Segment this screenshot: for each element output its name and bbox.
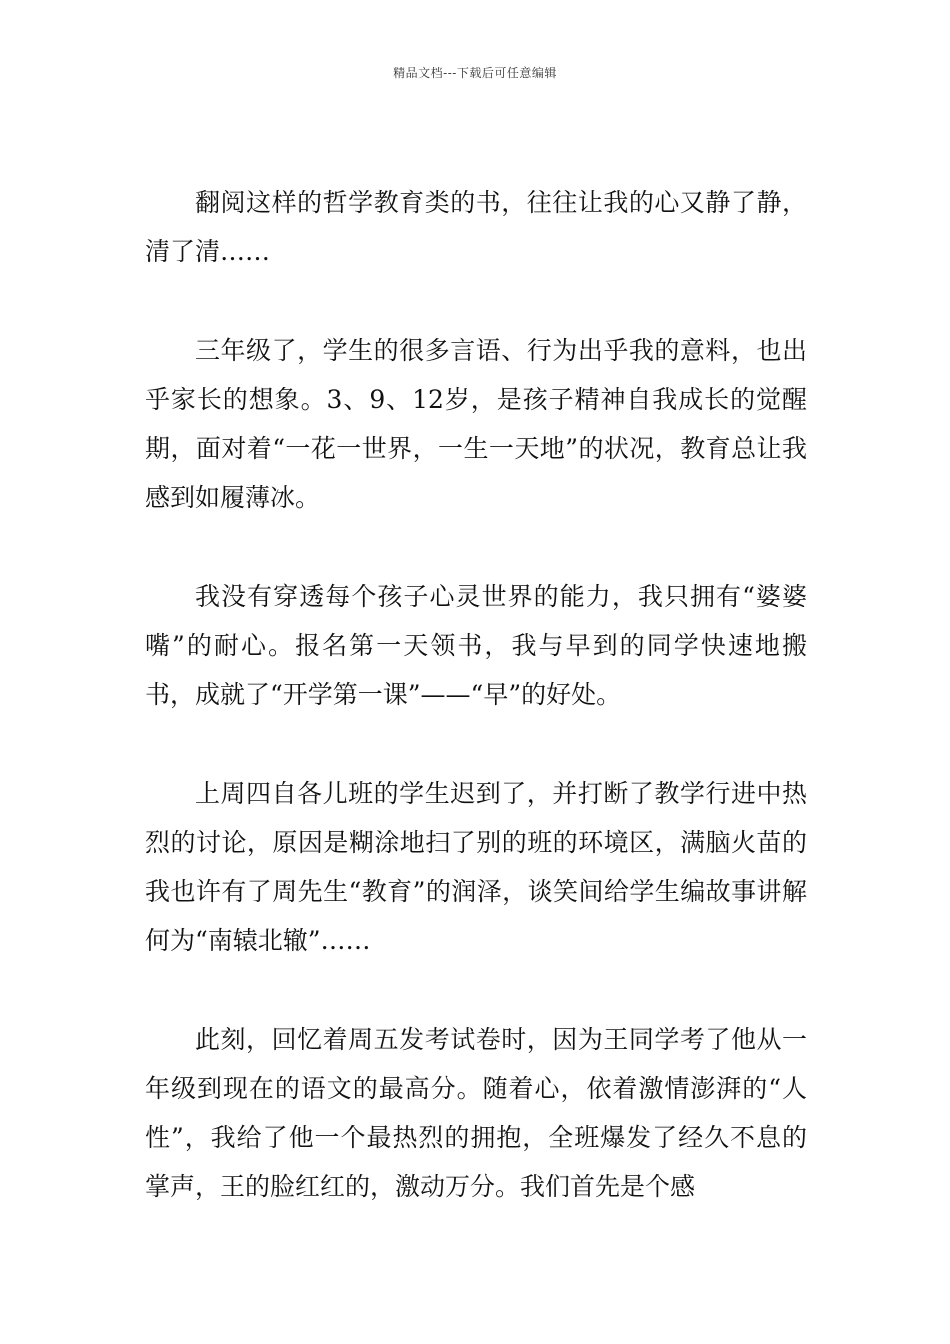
paragraph-2: 三年级了，学生的很多言语、行为出乎我的意料，也出乎家长的想象。3、9、12岁，是孩子精神自我成长的觉醒期，面对着“一花一世界，一生一天地”的状况，教育总让我感到如履薄冰。 (145, 336, 807, 512)
paragraph-3: 我没有穿透每个孩子心灵世界的能力，我只拥有“婆婆嘴”的耐心。报名第一天领书，我与早到的同学快速地搬书，成就了“开学第一课”——“早”的好处。 (145, 582, 807, 709)
paragraph-1: 翻阅这样的哲学教育类的书，往往让我的心又静了静，清了清…… (145, 188, 807, 266)
page-header: 精品文档---下载后可任意编辑 (393, 66, 557, 80)
paragraph-5: 此刻，回忆着周五发考试卷时，因为王同学考了他从一年级到现在的语文的最高分。随着心，依着激情澎湃的“人性”，我给了他一个最热烈的拥抱，全班爆发了经久不息的掌声，王的脸红红的，激动万分。我们首先是个感 (145, 1025, 807, 1201)
document-body (145, 178, 807, 1211)
paragraph-4: 上周四自各儿班的学生迟到了，并打断了教学行进中热烈的讨论，原因是糊涂地扫了别的班的环境区，满脑火苗的我也许有了周先生“教育”的润泽，谈笑间给学生编故事讲解何为“南辕北辙”…… (145, 779, 807, 955)
